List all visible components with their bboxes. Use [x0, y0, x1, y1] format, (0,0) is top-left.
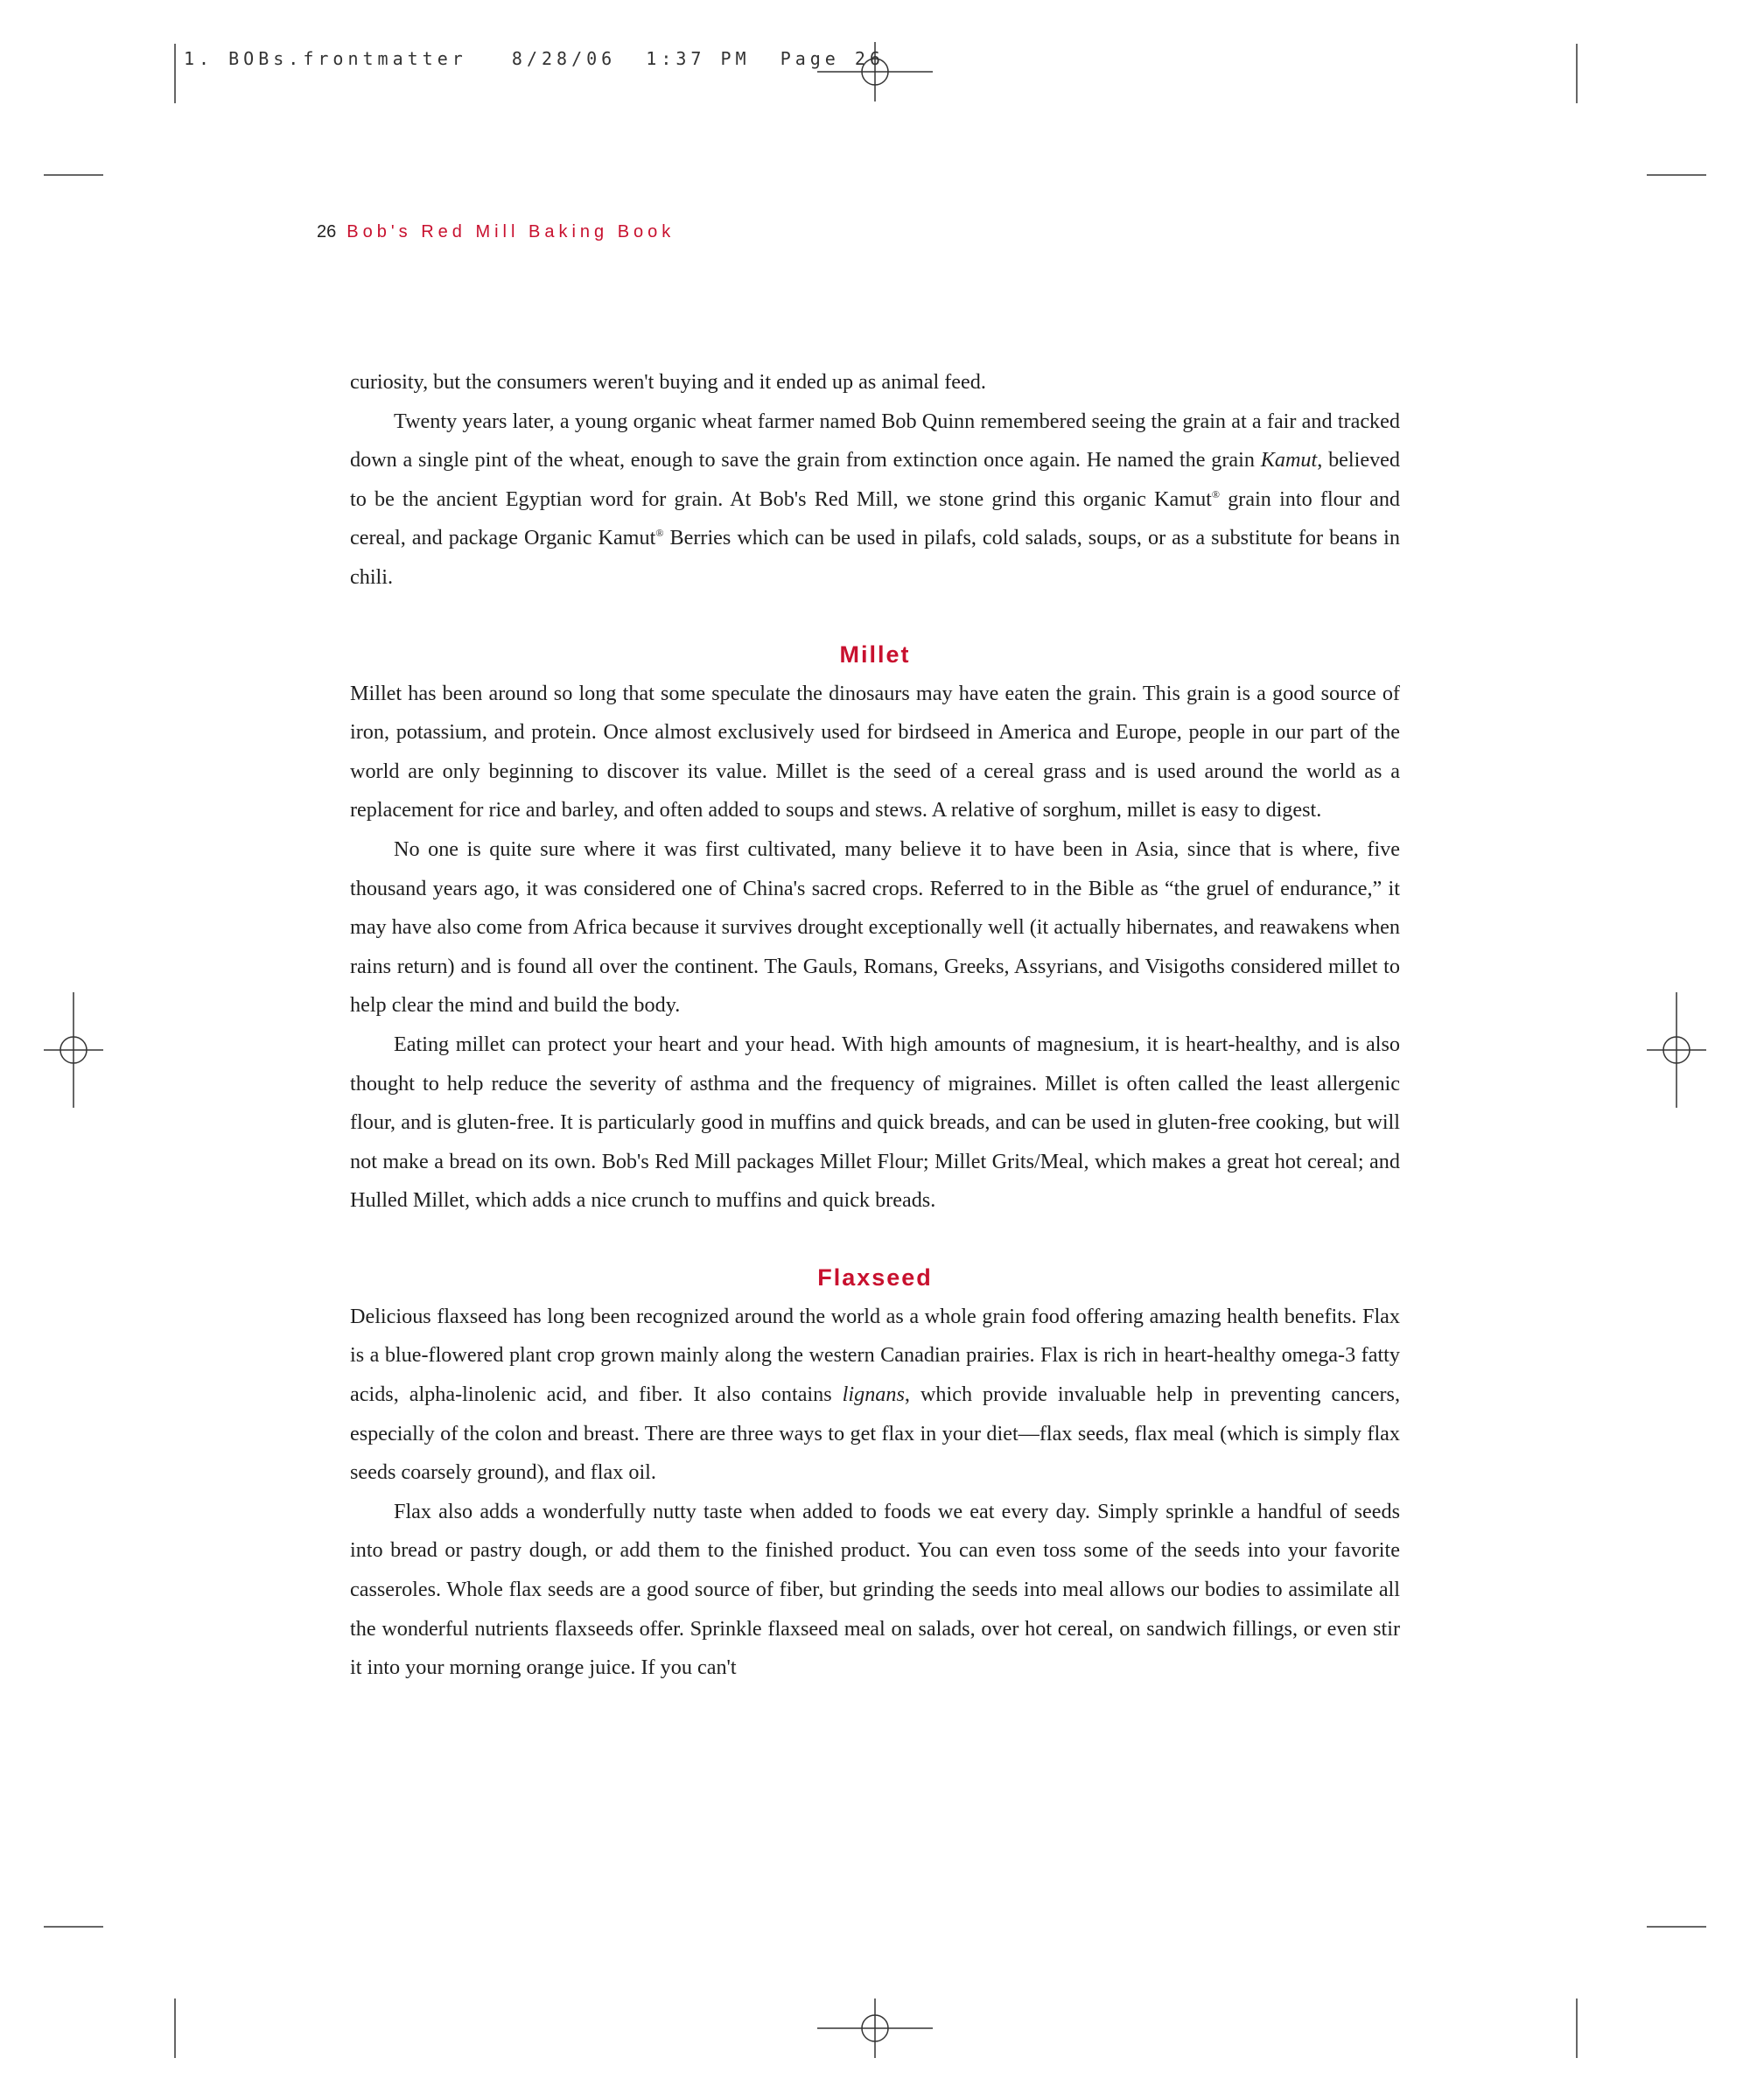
- paragraph: Millet has been around so long that some speculate the dinosaurs may have eaten the grain. This grain is a good source of iron, potassium, and protein. Once almost exclusively used for birdseed in America and Europe, people in our part of the world are only beginning to discover its value. Millet is the seed of a cereal grass and is used around the world as a replacement for rice and barley, and often added to soups and stews. A relative of sorghum, millet is easy to digest.: [350, 681, 1400, 822]
- printer-slug: [184, 48, 885, 69]
- paragraph: No one is quite sure where it was first cultivated, many believe it to have been in Asia, since that is where, five thousand years ago, it was considered one of China's sacred crops. Referred to in the Bible as “the gruel of endurance,” it may have also come from Africa because it survives drought exceptionally well (it actually hibernates, and reawakens when rains return) and is found all over the continent. The Gauls, Romans, Greeks, Assyrians, and Visigoths considered millet to help clear the mind and build the body.: [350, 836, 1400, 1018]
- paragraph-flax: Delicious flaxseed has long been recognized around the world as a whole grain food offering amazing health benefits. Flax is a blue-flowered plant crop grown mainly along the western Canadian prairies. Flax is rich in heart-healthy omega-3 fatty acids, alpha-linolenic acid, and fiber. It also contains lignans, which provide invaluable help in preventing cancers, especially of the colon and breast. There are three ways to get flax in your diet—flax seeds, flax meal (which is simply flax seeds coarsely ground), and flax oil.: [350, 1304, 1401, 1485]
- book-title: Bob's Red Mill Baking Book: [346, 222, 676, 242]
- running-head: [317, 222, 675, 242]
- registered-mark: ®: [1211, 487, 1221, 500]
- paragraph: curiosity, but the consumers weren't buying and it ended up as animal feed.: [350, 370, 986, 394]
- section-heading-millet: Millet: [839, 640, 911, 668]
- paragraph: Flax also adds a wonderfully nutty taste when added to foods we eat every day. Simply sprinkle a handful of seeds into bread or pastry dough, or add them to the finished product. You can even toss some of the seeds into your favorite casseroles. Whole flax seeds are a good source of fiber, but grinding the seeds into meal allows our bodies to assimilate all the wonderful nutrients flaxseeds offer. Sprinkle flaxseed meal on salads, over hot cereal, on sandwich fillings, or even stir it into your morning orange juice. If you can't: [350, 1499, 1400, 1680]
- paragraph: Eating millet can protect your heart and your head. With high amounts of magnesium, it is heart-healthy, and is also thought to help reduce the severity of asthma and the frequency of migraines. Millet is often called the least allergenic flour, and is gluten-free. It is particularly good in muffins and quick breads, and can be used in gluten-free cooking, but will not make a bread on its own. Bob's Red Mill packages Millet Flour; Millet Grits/Meal, which makes a great hot cereal; and Hulled Millet, which adds a nice crunch to muffins and quick breads.: [350, 1032, 1400, 1213]
- emphasis-kamut: Kamut: [1260, 448, 1318, 472]
- page-number: 26: [317, 222, 337, 242]
- slug-time: 1:37 PM: [646, 48, 751, 69]
- registered-mark: ®: [655, 527, 664, 540]
- registration-mark-right: [1647, 992, 1706, 1108]
- registration-mark-bottom: [817, 1998, 933, 2058]
- section-heading-flaxseed: Flaxseed: [817, 1264, 933, 1291]
- slug-page: Page 26: [780, 48, 885, 69]
- registration-mark-left: [44, 992, 103, 1108]
- slug-date: 8/28/06: [511, 48, 617, 69]
- paragraph-kamut: Twenty years later, a young organic wheat farmer named Bob Quinn remembered seeing the grain at a fair and tracked down a single pint of the wheat, enough to save the grain from extinction once again. He named the grain Kamut, believed to be the ancient Egyptian word for grain. At Bob's Red Mill, we stone grind this organic Kamut® grain into flour and cereal, and package Organic Kamut® Berries which can be used in pilafs, cold salads, soups, or as a substitute for beans in chili.: [350, 409, 1401, 589]
- emphasis-lignans: lignans: [842, 1382, 905, 1407]
- body-text: [350, 363, 1400, 1688]
- slug-file: 1. BOBs.frontmatter: [184, 48, 467, 69]
